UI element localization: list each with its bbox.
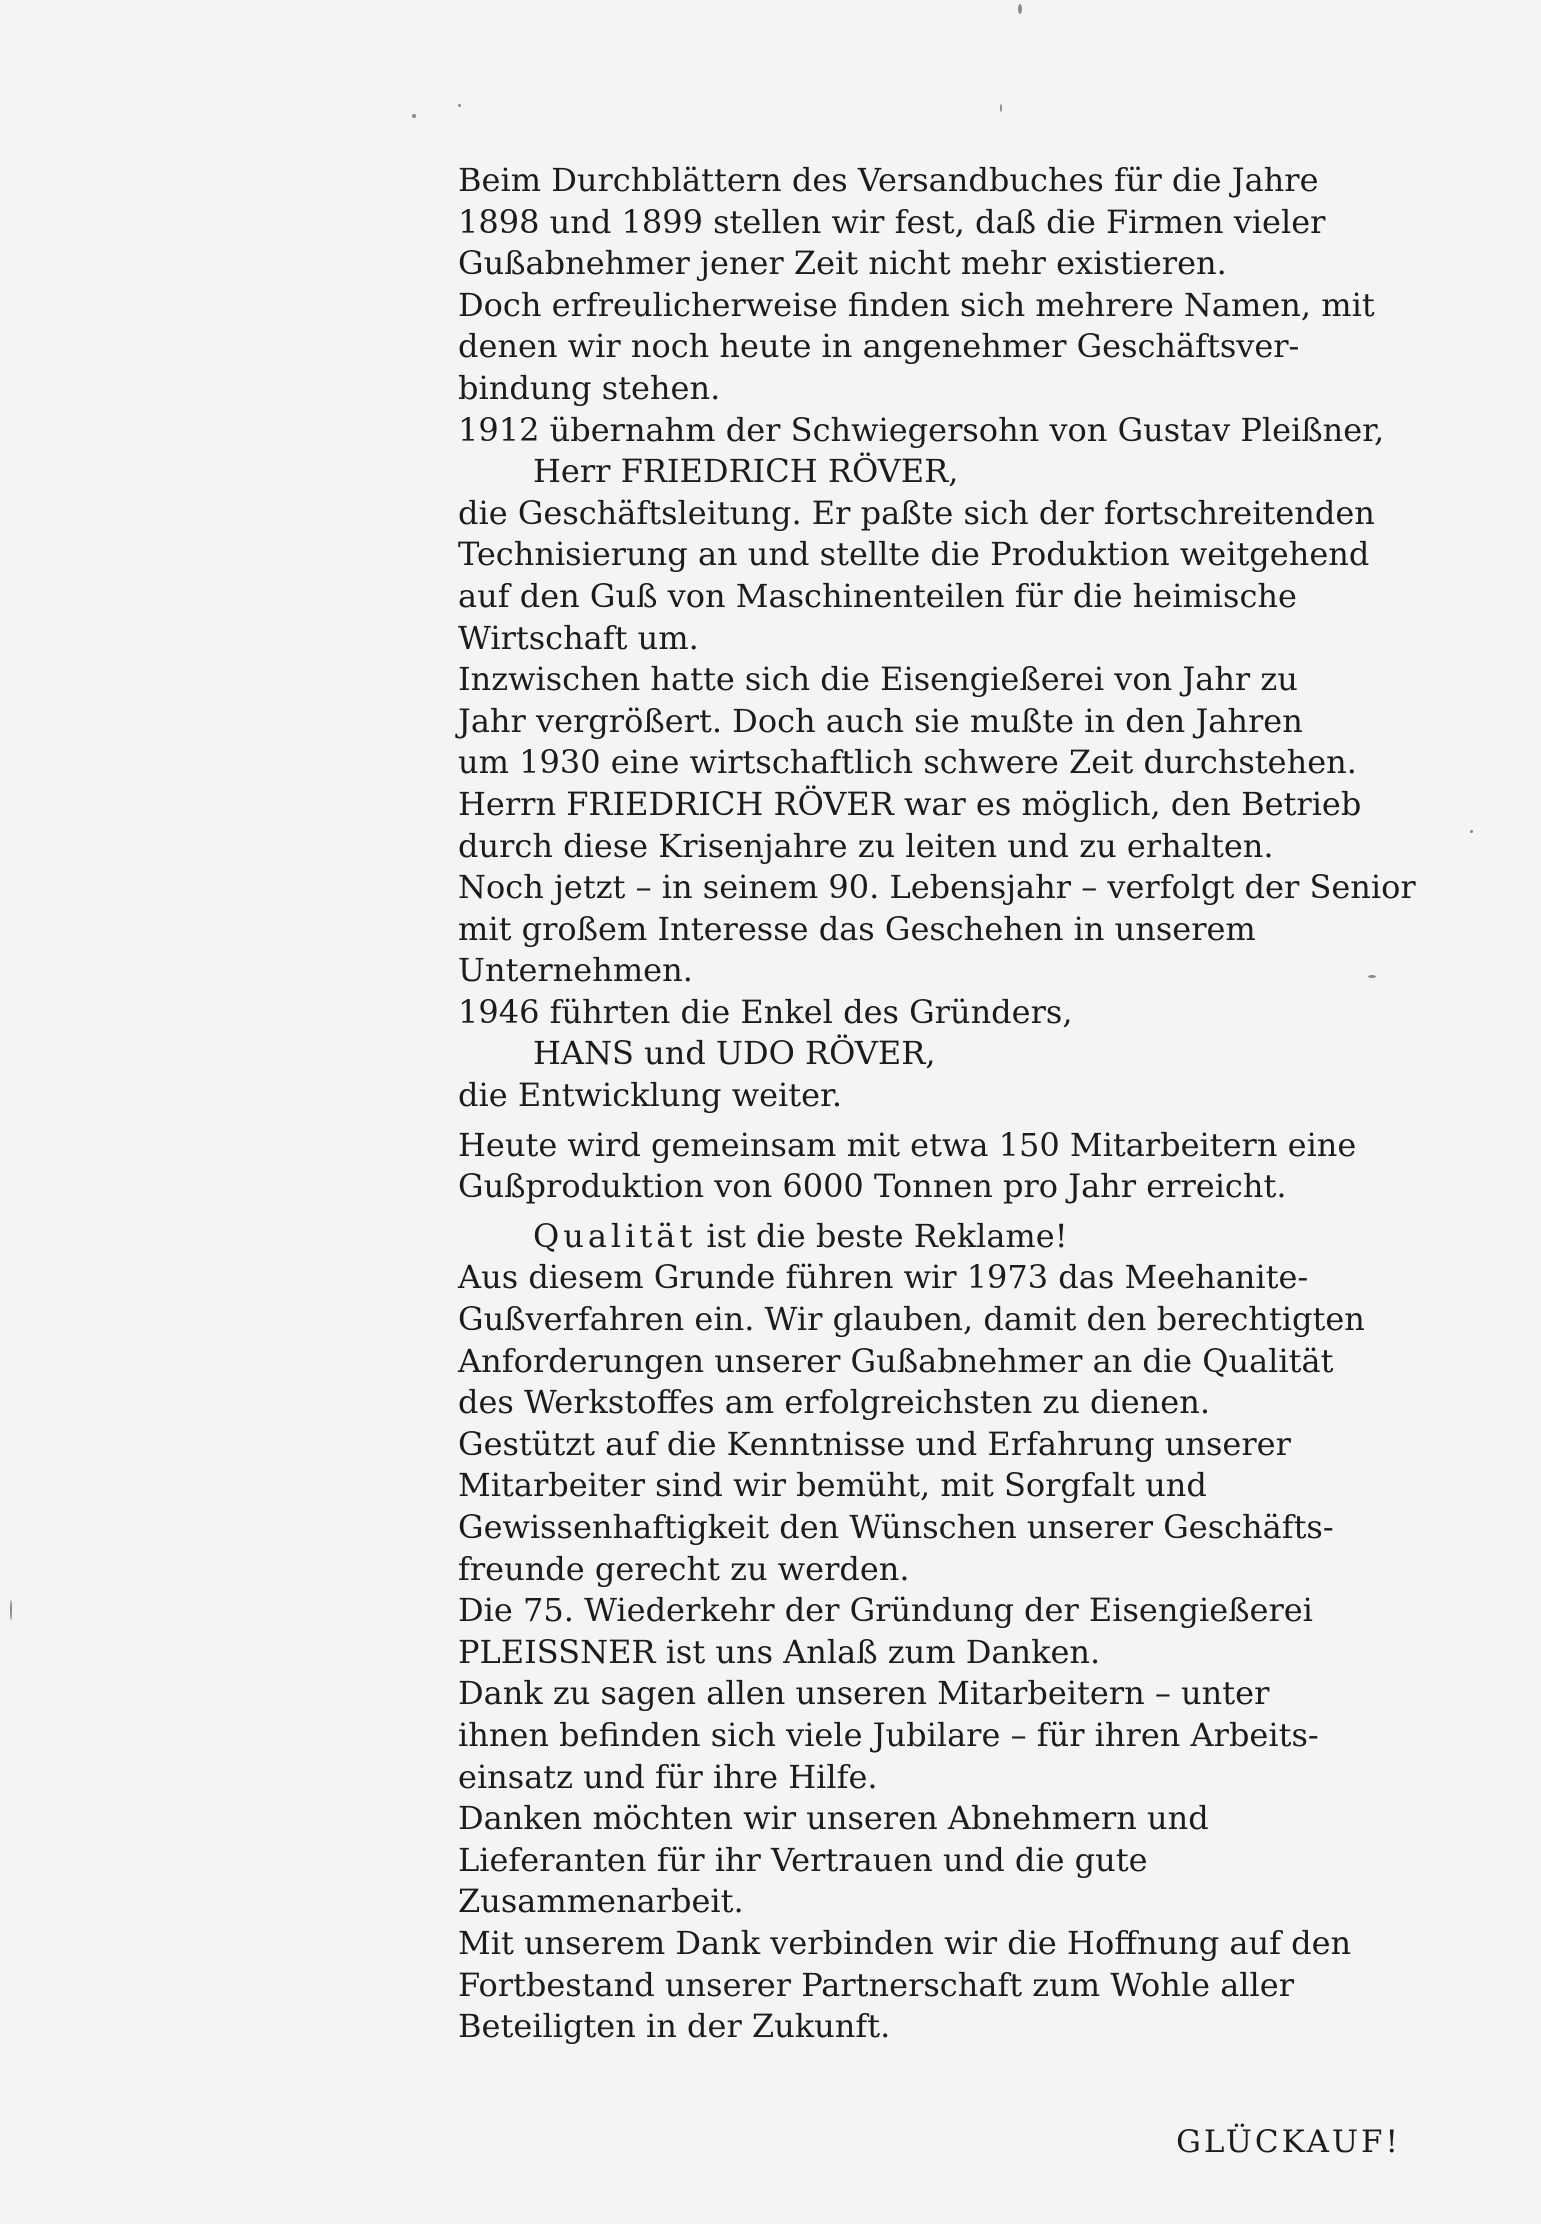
text-line: Dank zu sagen allen unseren Mitarbeitern – unter xyxy=(458,1674,1270,1713)
text-line: freunde gerecht zu werden. xyxy=(458,1549,910,1588)
scan-speck xyxy=(1018,4,1022,14)
text-line: Jahr vergrößert. Doch auch sie mußte in den Jahren xyxy=(458,701,1303,740)
text-line: Beteiligten in der Zukunft. xyxy=(458,2007,891,2046)
text-line: denen wir noch heute in angenehmer Geschäftsver- xyxy=(458,327,1300,366)
scan-speck xyxy=(412,114,416,118)
text-line: Technisierung an und stellte die Produktion weitgehend xyxy=(458,535,1370,574)
text-line: Danken möchten wir unseren Abnehmern und xyxy=(458,1799,1209,1838)
scan-speck xyxy=(458,104,461,107)
text-line: Gewissenhaftigkeit den Wünschen unserer Geschäfts- xyxy=(458,1508,1334,1546)
text-line: PLEISSNER ist uns Anlaß zum Danken. xyxy=(458,1632,1101,1671)
text-line: 1898 und 1899 stellen wir fest, daß die Firmen vieler xyxy=(458,202,1326,241)
text-line: Anforderungen unserer Gußabnehmer an die Qualität xyxy=(458,1341,1334,1380)
text-line: Die 75. Wiederkehr der Gründung der Eisengießerei xyxy=(458,1591,1313,1630)
text-line: Herrn FRIEDRICH RÖVER war es möglich, den Betrieb xyxy=(458,784,1362,823)
text-line: bindung stehen. xyxy=(458,368,721,407)
text-line: mit großem Interesse das Geschehen in unserem xyxy=(458,909,1256,948)
text-line: Beim Durchblättern des Versandbuches für die Jahre xyxy=(458,161,1319,199)
scan-speck xyxy=(1000,104,1002,112)
text-line: durch diese Krisenjahre zu leiten und zu erhalten. xyxy=(458,826,1274,865)
text-line: Aus diesem Grunde führen wir 1973 das Meehanite- xyxy=(458,1258,1309,1297)
text-line: einsatz und für ihre Hilfe. xyxy=(458,1757,878,1796)
text-line: ihnen befinden sich viele Jubilare – für ihren Arbeits- xyxy=(458,1715,1319,1754)
text-line: Wirtschaft um. xyxy=(458,618,699,657)
motto-line xyxy=(458,1216,1458,1258)
scan-speck xyxy=(10,1600,12,1620)
body-text xyxy=(458,160,1458,2048)
scan-speck xyxy=(1470,830,1473,833)
text-line: die Geschäftsleitung. Er paßte sich der fortschreitenden xyxy=(458,493,1375,532)
text-line: Gußproduktion von 6000 Tonnen pro Jahr erreicht. xyxy=(458,1167,1287,1206)
text-line: Mit unserem Dank verbinden wir die Hoffnung auf den xyxy=(458,1923,1352,1962)
text-line: Unternehmen. xyxy=(458,951,693,990)
text-line: Gestützt auf die Kenntnisse und Erfahrung unserer xyxy=(458,1424,1291,1463)
text-line: Inzwischen hatte sich die Eisengießerei von Jahr zu xyxy=(458,660,1298,699)
text-line: Gußabnehmer jener Zeit nicht mehr existieren. xyxy=(458,244,1227,283)
text-line: die Entwicklung weiter. xyxy=(458,1076,843,1115)
scan-speck xyxy=(1368,975,1376,978)
text-line: auf den Guß von Maschinenteilen für die heimische xyxy=(458,576,1297,615)
closing-greeting: GLÜCKAUF! xyxy=(1176,2124,1401,2160)
text-line: Gußverfahren ein. Wir glauben, damit den berechtigten xyxy=(458,1300,1365,1339)
name-line: Herr FRIEDRICH RÖVER, xyxy=(533,452,959,491)
text-line: Mitarbeiter sind wir bemüht, mit Sorgfalt und xyxy=(458,1466,1207,1505)
text-line: Zusammenarbeit. xyxy=(458,1882,744,1921)
motto-emphasis: Qualität xyxy=(533,1216,697,1255)
motto-rest: ist die beste Reklame! xyxy=(706,1216,1068,1255)
text-line: Doch erfreulicherweise finden sich mehrere Namen, mit xyxy=(458,285,1375,324)
text-line: Fortbestand unserer Partnerschaft zum Wohle aller xyxy=(458,1965,1294,2004)
text-line: Heute wird gemeinsam mit etwa 150 Mitarbeitern eine xyxy=(458,1125,1357,1164)
text-line: 1912 übernahm der Schwiegersohn von Gustav Pleißner, xyxy=(458,410,1385,449)
text-line: Noch jetzt – in seinem 90. Lebensjahr – verfolgt der Senior xyxy=(458,868,1416,907)
name-line: HANS und UDO RÖVER, xyxy=(533,1034,936,1073)
text-line: um 1930 eine wirtschaftlich schwere Zeit durchstehen. xyxy=(458,743,1357,782)
text-line: des Werkstoffes am erfolgreichsten zu dienen. xyxy=(458,1383,1211,1422)
text-line: 1946 führten die Enkel des Gründers, xyxy=(458,992,1073,1031)
text-line: Lieferanten für ihr Vertrauen und die gute xyxy=(458,1840,1148,1879)
